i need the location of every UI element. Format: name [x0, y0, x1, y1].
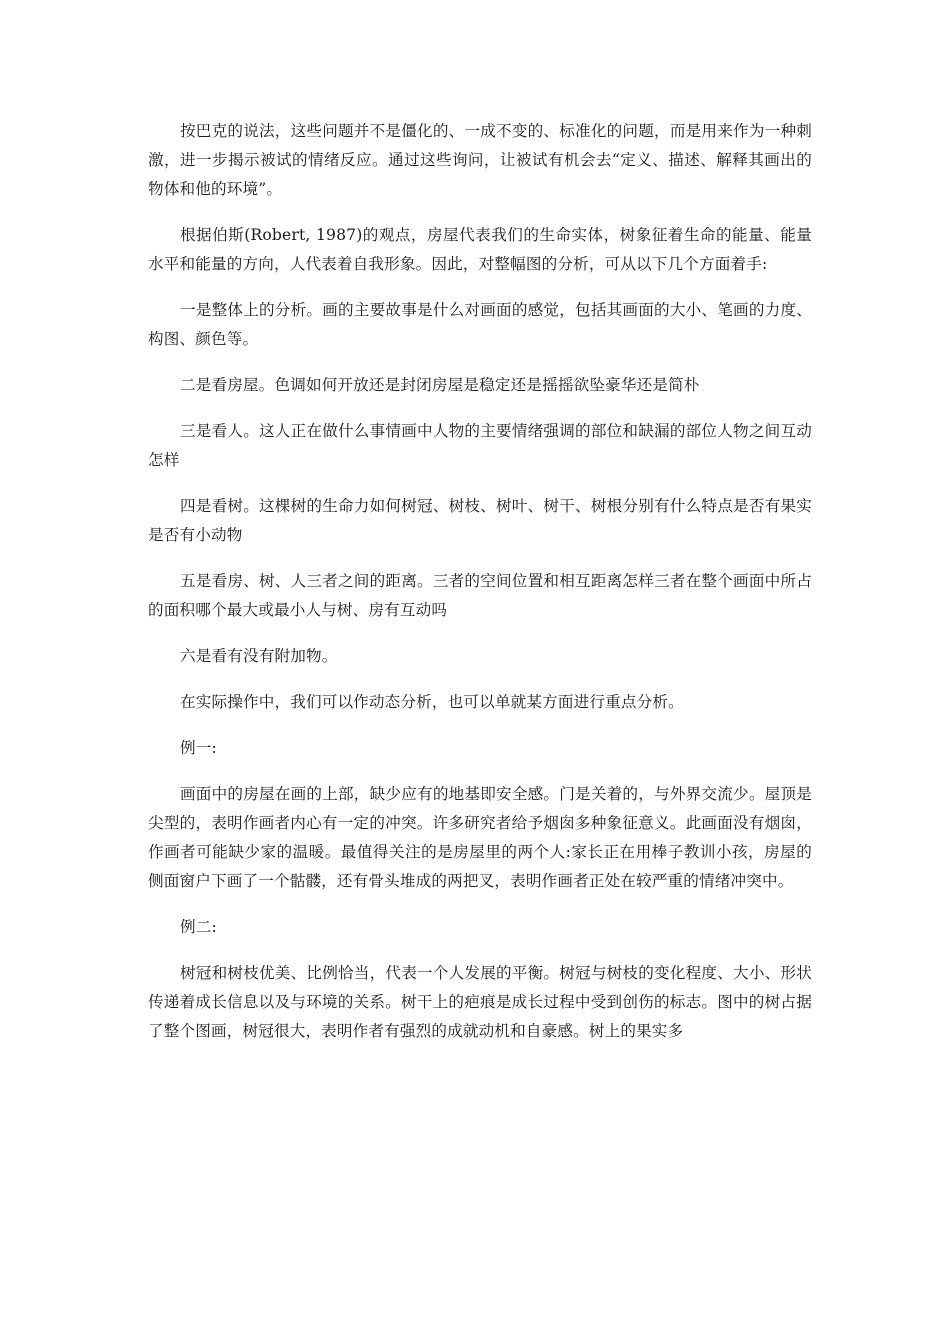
document-body: [148, 117, 812, 1063]
paragraph-point-4: 四是看树。这棵树的生命力如何树冠、树枝、树叶、树干、树根分别有什么特点是否有果实是否有小动物: [148, 497, 812, 544]
paragraph-intro: 按巴克的说法，这些问题并不是僵化的、一成不变的、标准化的问题，而是用来作为一种刺激，进一步揭示被试的情绪反应。通过这些询问，让被试有机会去“定义、描述、解释其画出的物体和他的环境”。: [148, 122, 812, 198]
paragraph-point-2: 二是看房屋。色调如何开放还是封闭房屋是稳定还是摇摇欲坠豪华还是简朴: [180, 376, 700, 394]
paragraph-point-1: 一是整体上的分析。画的主要故事是什么对画面的感觉，包括其画面的大小、笔画的力度、构图、颜色等。: [148, 301, 812, 348]
paragraph-robert-view: 根据伯斯(Robert, 1987)的观点，房屋代表我们的生命实体，树象征着生命的能量、能量水平和能量的方向，人代表着自我形象。因此，对整幅图的分析，可从以下几个方面着手:: [148, 226, 812, 273]
heading-example-2: 例二:: [180, 918, 217, 936]
heading-example-1: 例一:: [180, 739, 217, 757]
paragraph-point-5: 五是看房、树、人三者之间的距离。三者的空间位置和相互距离怎样三者在整个画面中所占的面积哪个最大或最小人与树、房有互动吗: [148, 572, 812, 619]
paragraph-point-3: 三是看人。这人正在做什么事情画中人物的主要情绪强调的部位和缺漏的部位人物之间互动怎样: [148, 422, 812, 469]
paragraph-example-2: 树冠和树枝优美、比例恰当，代表一个人发展的平衡。树冠与树枝的变化程度、大小、形状传递着成长信息以及与环境的关系。树干上的疤痕是成长过程中受到创伤的标志。图中的树占据了整个图画，树冠很大，表明作者有强烈的成就动机和自豪感。树上的果实多: [148, 964, 812, 1040]
paragraph-example-1: 画面中的房屋在画的上部，缺少应有的地基即安全感。门是关着的，与外界交流少。屋顶是尖型的，表明作画者内心有一定的冲突。许多研究者给予烟囱多种象征意义。此画面没有烟囱，作画者可能缺少家的温暖。最值得关注的是房屋里的两个人:家长正在用棒子教训小孩，房屋的侧面窗户下画了一个骷髅，还有骨头堆成的两把叉，表明作画者正处在较严重的情绪冲突中。: [148, 785, 812, 890]
paragraph-point-6: 六是看有没有附加物。: [180, 647, 338, 665]
paragraph-practice: 在实际操作中，我们可以作动态分析，也可以单就某方面进行重点分析。: [180, 693, 684, 711]
